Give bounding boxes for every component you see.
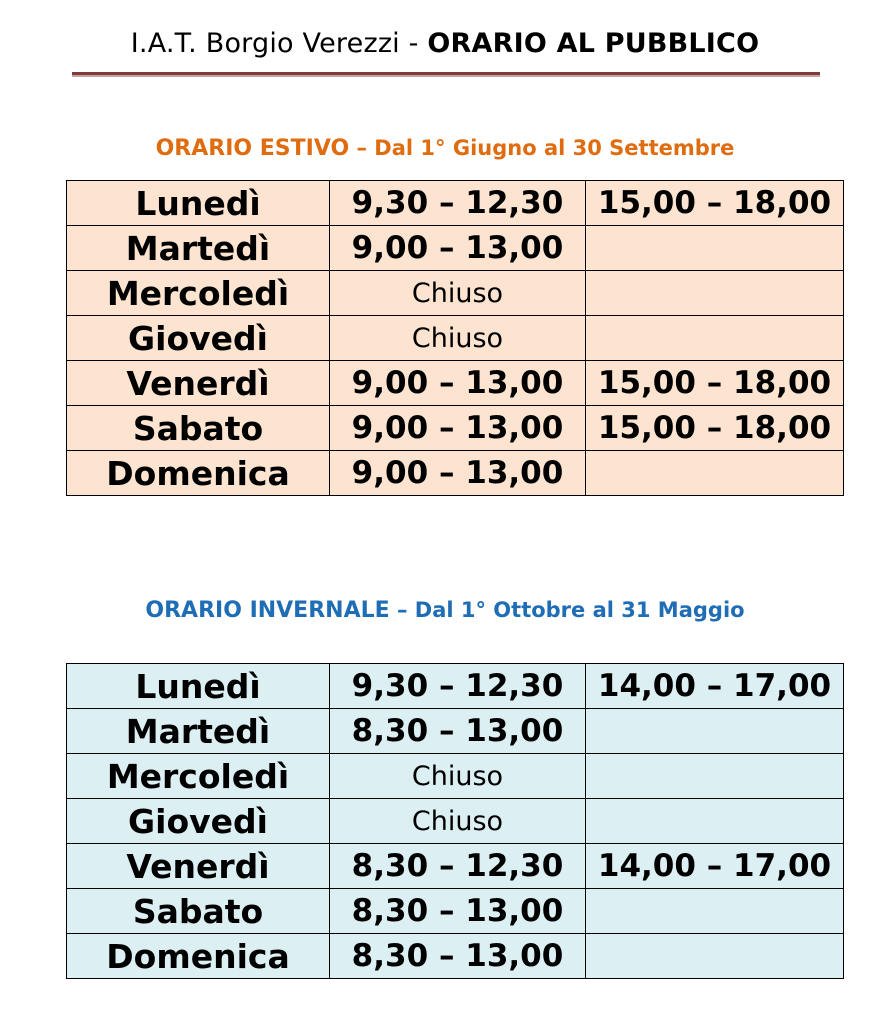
day-cell: Martedì xyxy=(67,226,330,271)
winter-hours-table xyxy=(66,663,844,979)
morning-hours-cell: 8,30 – 13,00 xyxy=(330,709,586,754)
summer-dates: – Dal 1° Giugno al 30 Settembre xyxy=(349,136,735,160)
afternoon-hours-cell xyxy=(586,799,844,844)
afternoon-hours-cell: 15,00 – 18,00 xyxy=(586,181,844,226)
table-row xyxy=(67,754,844,799)
title-main: ORARIO AL PUBBLICO xyxy=(427,28,760,59)
summer-heading xyxy=(0,136,879,161)
winter-dates: – Dal 1° Ottobre al 31 Maggio xyxy=(389,598,745,622)
afternoon-hours-cell xyxy=(586,451,844,496)
morning-hours-cell: Chiuso xyxy=(330,754,586,799)
table-row xyxy=(67,181,844,226)
afternoon-hours-cell: 14,00 – 17,00 xyxy=(586,844,844,889)
day-cell: Mercoledì xyxy=(67,271,330,316)
title-prefix: I.A.T. Borgio Verezzi - xyxy=(130,28,428,59)
table-row xyxy=(67,889,844,934)
afternoon-hours-cell: 15,00 – 18,00 xyxy=(586,361,844,406)
morning-hours-cell: 9,00 – 13,00 xyxy=(330,451,586,496)
table-row xyxy=(67,361,844,406)
morning-hours-cell: 8,30 – 12,30 xyxy=(330,844,586,889)
afternoon-hours-cell xyxy=(586,316,844,361)
day-cell: Sabato xyxy=(67,406,330,451)
page-title xyxy=(0,28,879,59)
day-cell: Giovedì xyxy=(67,799,330,844)
table-row xyxy=(67,226,844,271)
summer-label: ORARIO ESTIVO xyxy=(155,136,350,161)
morning-hours-cell: 8,30 – 13,00 xyxy=(330,889,586,934)
table-row xyxy=(67,271,844,316)
afternoon-hours-cell xyxy=(586,889,844,934)
morning-hours-cell: 8,30 – 13,00 xyxy=(330,934,586,979)
morning-hours-cell: Chiuso xyxy=(330,271,586,316)
winter-label: ORARIO INVERNALE xyxy=(145,598,390,623)
summer-hours-table xyxy=(66,180,844,496)
table-row xyxy=(67,664,844,709)
afternoon-hours-cell xyxy=(586,226,844,271)
afternoon-hours-cell: 15,00 – 18,00 xyxy=(586,406,844,451)
table-row xyxy=(67,934,844,979)
table-row xyxy=(67,451,844,496)
morning-hours-cell: 9,30 – 12,30 xyxy=(330,664,586,709)
day-cell: Martedì xyxy=(67,709,330,754)
day-cell: Mercoledì xyxy=(67,754,330,799)
table-row xyxy=(67,799,844,844)
day-cell: Venerdì xyxy=(67,361,330,406)
afternoon-hours-cell: 14,00 – 17,00 xyxy=(586,664,844,709)
day-cell: Domenica xyxy=(67,934,330,979)
afternoon-hours-cell xyxy=(586,271,844,316)
day-cell: Domenica xyxy=(67,451,330,496)
morning-hours-cell: Chiuso xyxy=(330,799,586,844)
day-cell: Giovedì xyxy=(67,316,330,361)
morning-hours-cell: 9,00 – 13,00 xyxy=(330,226,586,271)
afternoon-hours-cell xyxy=(586,934,844,979)
day-cell: Sabato xyxy=(67,889,330,934)
table-row xyxy=(67,316,844,361)
table-row xyxy=(67,406,844,451)
day-cell: Venerdì xyxy=(67,844,330,889)
morning-hours-cell: 9,30 – 12,30 xyxy=(330,181,586,226)
table-row xyxy=(67,709,844,754)
afternoon-hours-cell xyxy=(586,754,844,799)
winter-heading xyxy=(0,598,879,623)
table-row xyxy=(67,844,844,889)
title-divider xyxy=(72,72,820,75)
morning-hours-cell: 9,00 – 13,00 xyxy=(330,406,586,451)
morning-hours-cell: 9,00 – 13,00 xyxy=(330,361,586,406)
day-cell: Lunedì xyxy=(67,664,330,709)
morning-hours-cell: Chiuso xyxy=(330,316,586,361)
day-cell: Lunedì xyxy=(67,181,330,226)
afternoon-hours-cell xyxy=(586,709,844,754)
